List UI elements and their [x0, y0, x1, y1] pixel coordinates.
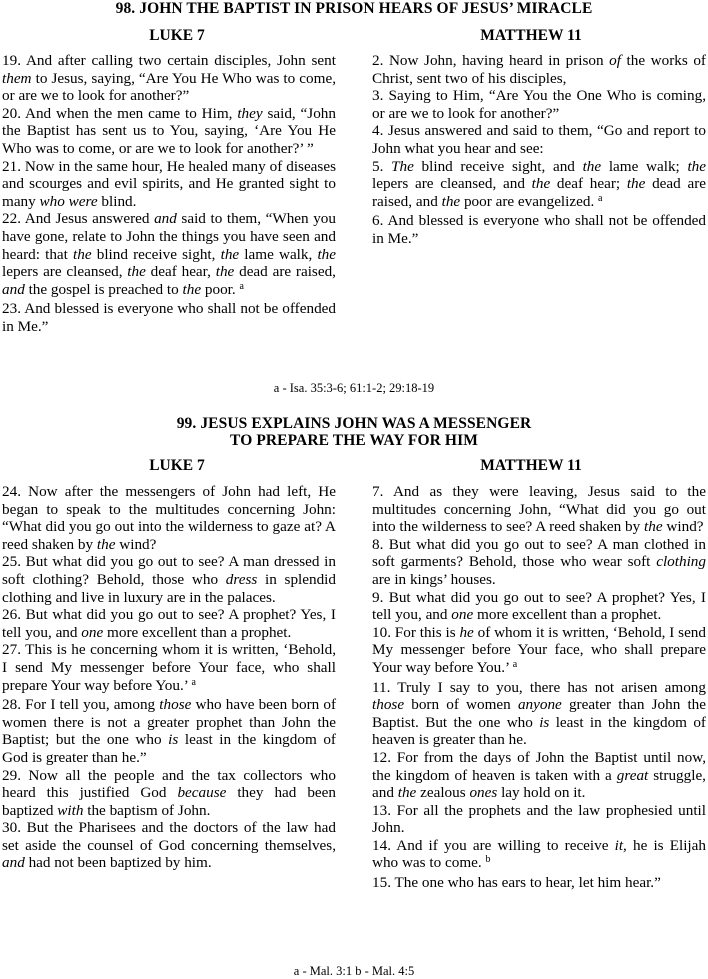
italic-word: the: [687, 157, 706, 175]
section-99-matthew-column: [372, 483, 706, 892]
verse: 13. For all the prophets and the law prophesied until John.: [372, 801, 706, 837]
italic-word: the: [127, 263, 146, 281]
italic-word: and: [154, 210, 177, 228]
verse: 29. Now all the people and the tax collectors who heard this justified God because they had been baptized with the baptism of John.: [2, 766, 337, 819]
italic-word: anyone: [517, 696, 562, 714]
verse: 8. But what did you go out to see? A man clothed in soft garments? Behold, those who wear soft clothing are in kings’ houses.: [372, 535, 706, 588]
italic-word: it,: [614, 836, 627, 854]
italic-word: the: [73, 245, 92, 263]
verse: 19. And after calling two certain disciples, John sent them to Jesus, saying, “Are You He Who was to come, or are we to look for another?”: [2, 52, 336, 105]
section-99-matthew-heading: MATTHEW 11: [480, 457, 582, 474]
italic-word: and: [2, 854, 25, 872]
verse: 4. Jesus answered and said to them, “Go and report to John what you hear and see:: [372, 122, 706, 157]
italic-word: great: [616, 766, 649, 784]
section-99-title-line2: TO PREPARE THE WAY FOR HIM: [230, 432, 478, 449]
italic-word: the: [96, 535, 116, 553]
italic-word: the: [441, 192, 461, 210]
section-99-luke-heading: LUKE 7: [149, 457, 205, 474]
verse: 12. For from the days of John the Baptist until now, the kingdom of heaven is taken with a great struggle, and the zealous ones lay hold on it.: [372, 748, 706, 802]
italic-word: who were: [39, 192, 98, 210]
italic-word: the: [582, 157, 602, 175]
verse: 6. And blessed is everyone who shall not be offended in Me.”: [372, 212, 706, 247]
italic-word: of: [609, 52, 621, 69]
section-98-matthew-column: [372, 52, 706, 248]
section-98-luke-column: [2, 52, 336, 336]
verse: 2. Now John, having heard in prison of the works of Christ, sent two of his disciples,: [372, 52, 706, 87]
italic-word: the: [317, 245, 337, 263]
italic-word: them: [2, 69, 32, 87]
italic-word: the: [644, 518, 663, 536]
verse: 21. Now in the same hour, He healed many of diseases and scourges and evil spirits, and He granted sight to many who were blind.: [2, 157, 336, 210]
italic-word: the: [626, 175, 646, 193]
verse: 25. But what did you go out to see? A man dressed in soft clothing? Behold, those who dress in splendid clothing and live in luxury are in the palaces.: [2, 553, 336, 606]
italic-word: The: [391, 157, 414, 175]
verse: 24. Now after the messengers of John had left, He began to speak to the multitudes concerning John: “What did you go out into the wilderness to gaze at? A reed shaken by the wind?: [2, 483, 336, 553]
verse: 7. And as they were leaving, Jesus said to the multitudes concerning John, “What did you go out into the wilderness to see? A reed shaken by the wind?: [372, 483, 706, 536]
section-98-matthew-heading: MATTHEW 11: [480, 27, 582, 44]
section-98-title: 98. JOHN THE BAPTIST IN PRISON HEARS OF JESUS’ MIRACLE: [115, 0, 593, 17]
section-99-footnote: a - Mal. 3:1 b - Mal. 4:5: [293, 964, 415, 978]
footnote-marker: b: [485, 854, 491, 866]
section-98-luke-heading: LUKE 7: [149, 27, 205, 44]
verse: 23. And blessed is everyone who shall not be offended in Me.”: [2, 300, 336, 335]
italic-word: the: [220, 245, 240, 263]
section-98-footnote: a - Isa. 35:3-6; 61:1-2; 29:18-19: [273, 381, 435, 395]
verse: 20. And when the men came to Him, they said, “John the Baptist has sent us to You, saying, ‘Are You He Who was to come, or are we to look for another?’ ”: [2, 104, 336, 157]
italic-word: they: [237, 104, 263, 122]
verse: 10. For this is he of whom it is written, ‘Behold, I send My messenger before Your face, who shall prepare Your way before You.’ $^a$: [372, 623, 706, 676]
italic-word: ones: [469, 784, 498, 802]
italic-word: dress: [225, 570, 258, 588]
italic-word: those: [159, 696, 192, 714]
section-99-luke-column: [2, 483, 336, 872]
footnote-marker: a: [239, 280, 244, 292]
italic-word: and: [2, 280, 25, 298]
verse: 5. The blind receive sight, and the lame walk; the lepers are cleansed, and the deaf hear; the dead are raised, and the poor are evangelized. $^a$: [372, 157, 706, 210]
verse: 9. But what did you go out to see? A prophet? Yes, I tell you, and one more excellent than a prophet.: [372, 588, 706, 624]
verse: 22. And Jesus answered and said to them, “When you have gone, relate to John the things you have seen and heard: that the blind receive sight, the lame walk, the lepers are cleansed, the deaf hear, the dead are raised, and the gospel is preached to the poor. $^a$: [2, 210, 337, 298]
footnote-marker: a: [191, 676, 196, 688]
verse: 28. For I tell you, among those who have been born of women there is not a greater prophet than John the Baptist; but the one who is least in the kingdom of God is greater than he.”: [2, 696, 337, 766]
section-99-title-line1: 99. JESUS EXPLAINS JOHN WAS A MESSENGER: [176, 415, 532, 432]
italic-word: those: [372, 696, 405, 714]
italic-word: is: [168, 731, 179, 749]
italic-word: is: [539, 713, 550, 731]
italic-word: he: [459, 623, 474, 641]
footnote-marker: a: [598, 192, 603, 204]
verse: 14. And if you are willing to receive it, he is Elijah who was to come. $^b$: [372, 836, 706, 872]
italic-word: clothing: [656, 553, 706, 571]
verse: 11. Truly I say to you, there has not arisen among those born of women anyone greater than John the Baptist. But the one who is least in the kingdom of heaven is greater than he.: [372, 678, 707, 749]
footnote-marker: a: [512, 658, 518, 670]
italic-word: one: [451, 606, 474, 624]
italic-word: because: [177, 784, 227, 802]
verse: 15. The one who has ears to hear, let him hear.”: [372, 874, 661, 892]
italic-word: with: [57, 801, 84, 819]
verse: 30. But the Pharisees and the doctors of the law had set aside the counsel of God concerning themselves, and had not been baptized by him.: [2, 819, 336, 872]
italic-word: the: [215, 263, 235, 281]
verse: 26. But what did you go out to see? A prophet? Yes, I tell you, and one more excellent than a prophet.: [2, 606, 336, 641]
italic-word: the: [397, 784, 417, 802]
italic-word: one: [81, 623, 104, 641]
verse: 27. This is he concerning whom it is written, ‘Behold, I send My messenger before Your face, who shall prepare Your way before You.’ $^a$: [2, 641, 336, 694]
italic-word: the: [182, 280, 202, 298]
italic-word: the: [531, 175, 551, 193]
verse: 3. Saying to Him, “Are You the One Who is coming, or are we to look for another?”: [372, 87, 706, 122]
